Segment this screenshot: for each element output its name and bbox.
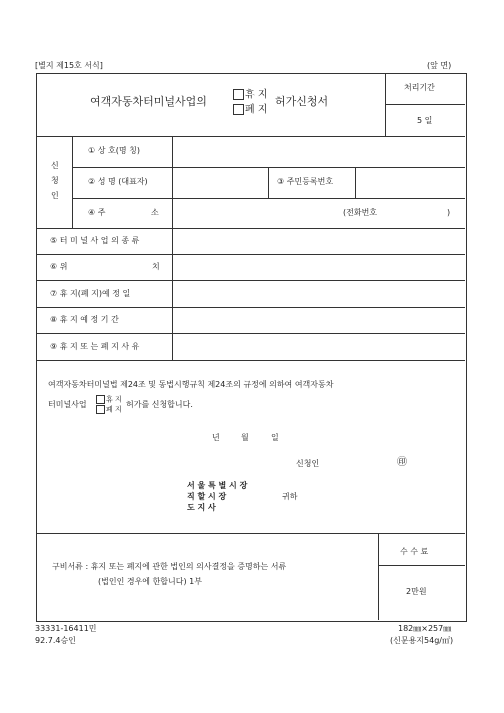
processing-period-value: 5 일 bbox=[417, 116, 433, 125]
row-planned-date-label: ⑦ 휴 지(폐 지)예 정 일 bbox=[50, 289, 131, 298]
row-location-label-a: ⑥ 위 bbox=[50, 262, 68, 271]
date-month-label: 월 bbox=[241, 433, 249, 442]
form-number: [별지 제15호 서식] bbox=[35, 61, 103, 70]
paper-type: (신문용지54g/㎡) bbox=[390, 636, 454, 645]
row-location-label-b: 치 bbox=[152, 262, 160, 271]
row-suspension-period-input[interactable] bbox=[173, 308, 464, 332]
row-terminal-business-type-label: ⑤ 터 미 널 사 업 의 종 류 bbox=[50, 236, 140, 245]
row-reason-label: ⑨ 휴 지 또 는 폐 지 사 유 bbox=[50, 342, 140, 351]
addressee-governor: 도 지 사 bbox=[187, 503, 216, 512]
field-resident-number-input[interactable] bbox=[356, 168, 464, 197]
statement-line-1: 여객자동차터미널법 제24조 및 동법시행규칙 제24조의 규정에 의하여 여객자동차 bbox=[48, 380, 334, 389]
checkbox-icon bbox=[96, 405, 105, 414]
title-suffix: 허가신청서 bbox=[275, 95, 329, 108]
field-company-name-input[interactable] bbox=[173, 137, 464, 166]
field-address-input[interactable] bbox=[173, 199, 333, 227]
processing-period-label: 처리기간 bbox=[404, 83, 435, 92]
row-terminal-business-type-input[interactable] bbox=[173, 229, 464, 253]
paper-size: 182㎜×257㎜ bbox=[398, 624, 452, 633]
addressee-seoul-mayor: 서 울 특 별 시 장 bbox=[187, 481, 248, 490]
row-planned-date-input[interactable] bbox=[173, 281, 464, 306]
fee-value: 2만원 bbox=[406, 587, 427, 596]
seal-icon: ㊞ bbox=[397, 457, 407, 468]
date-day-label: 일 bbox=[271, 433, 279, 442]
field-representative-label: ② 성 명 (대표자) bbox=[88, 177, 148, 186]
applicant-side-label-3: 인 bbox=[51, 191, 59, 200]
checkbox-icon bbox=[233, 89, 244, 100]
applicant-signature-label: 신청인 bbox=[296, 459, 320, 468]
required-documents-line-1: 구비서류 : 휴지 또는 폐지에 관한 법인의 의사결정을 증명하는 서류 bbox=[52, 562, 287, 571]
phone-label: (전화번호 bbox=[343, 208, 378, 217]
applicant-side-label-2: 청 bbox=[51, 176, 59, 185]
required-documents-line-2: (법인인 경우에 한합니다) 1부 bbox=[98, 577, 202, 586]
field-representative-input[interactable] bbox=[173, 168, 267, 197]
statement-option-close: 폐 지 bbox=[96, 405, 122, 414]
form-code: 33331-16411민 bbox=[35, 624, 97, 633]
approval-date: 92.7.4승인 bbox=[35, 636, 76, 645]
field-address-label-b: 소 bbox=[151, 208, 159, 217]
title-prefix: 여객자동차터미널사업의 bbox=[90, 95, 207, 108]
title-option-suspend: 휴 지 bbox=[233, 89, 268, 101]
field-company-name-label: ① 상 호(명 칭) bbox=[88, 146, 140, 155]
date-year-label: 년 bbox=[212, 433, 220, 442]
statement-line-2-suffix: 허가를 신청합니다. bbox=[126, 400, 193, 409]
fee-label: 수 수 료 bbox=[400, 547, 429, 556]
field-resident-number-label: ③ 주민등록번호 bbox=[277, 177, 334, 186]
applicant-side-label-1: 신 bbox=[51, 161, 59, 170]
row-suspension-period-label: ⑧ 휴 지 예 정 기 간 bbox=[50, 315, 119, 324]
phone-close-paren: ) bbox=[447, 208, 451, 217]
checkbox-icon bbox=[96, 395, 105, 404]
page-side-label: (앞 면) bbox=[427, 61, 452, 70]
addressee-honorific: 귀하 bbox=[282, 492, 298, 501]
row-location-input[interactable] bbox=[173, 255, 464, 279]
statement-option-suspend: 휴 지 bbox=[96, 395, 122, 404]
checkbox-icon bbox=[233, 104, 244, 115]
title-option-close: 폐 지 bbox=[233, 104, 268, 116]
addressee-city-mayor: 직 할 시 장 bbox=[187, 492, 227, 501]
field-address-label-a: ④ 주 bbox=[88, 208, 106, 217]
row-reason-input[interactable] bbox=[173, 334, 464, 359]
statement-line-2-prefix: 터미널사업 bbox=[48, 400, 87, 409]
